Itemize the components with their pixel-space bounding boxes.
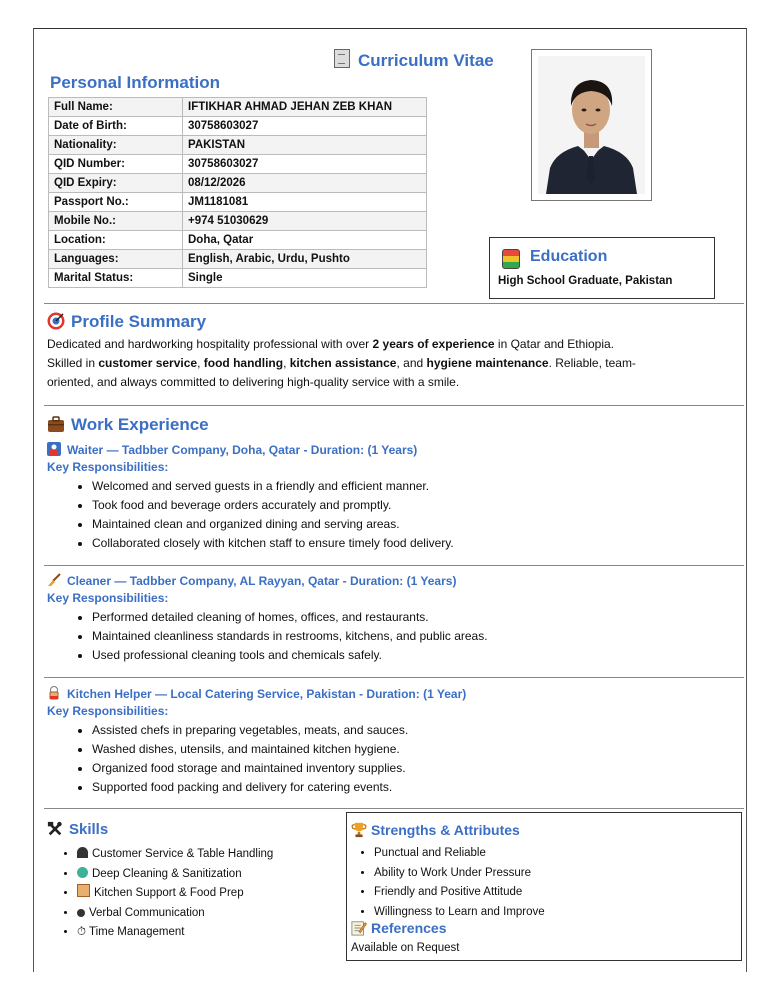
profile-summary-heading bbox=[47, 312, 206, 332]
waiter-icon bbox=[47, 442, 61, 456]
divider bbox=[44, 808, 744, 809]
service-bell-icon bbox=[77, 847, 88, 858]
job-title-waiter: Waiter — Tadbber Company, Doha, Qatar - Duration: (1 Years) bbox=[47, 442, 417, 457]
field-label: Nationality: bbox=[49, 136, 183, 155]
field-label: Date of Birth: bbox=[49, 117, 183, 136]
list-item: • Collaborated closely with kitchen staff to ensure timely food delivery. bbox=[92, 534, 454, 553]
references-title: References bbox=[371, 920, 447, 936]
profile-summary-text: Dedicated and hardworking hospitality professional with over 2 years of experience in Qatar and Ethiopia. Skilled in customer service, food handling, kitchen assistance, and hygiene maintenance. Reliable, team- oriented, and always committed to delivering high-quality service with a smile. bbox=[47, 337, 636, 389]
list-item: • Organized food storage and maintained inventory supplies. bbox=[92, 759, 408, 778]
field-value: 08/12/2026 bbox=[183, 174, 427, 193]
field-value: 30758603027 bbox=[183, 117, 427, 136]
divider bbox=[44, 405, 744, 406]
briefcase-icon bbox=[47, 415, 65, 433]
responsibility-list bbox=[62, 477, 454, 553]
divider bbox=[44, 303, 744, 304]
table-row bbox=[49, 174, 427, 193]
table-row bbox=[49, 193, 427, 212]
divider bbox=[44, 565, 744, 566]
books-icon bbox=[502, 249, 520, 269]
list-item: • Verbal Communication bbox=[77, 904, 273, 924]
table-row bbox=[49, 98, 427, 117]
field-value: +974 51030629 bbox=[183, 212, 427, 231]
job-title-cleaner: Cleaner — Tadbber Company, AL Rayyan, Qatar - Duration: (1 Years) bbox=[47, 573, 456, 588]
table-row bbox=[49, 136, 427, 155]
list-item: • Performed detailed cleaning of homes, offices, and restaurants. bbox=[92, 608, 488, 627]
trophy-icon bbox=[351, 822, 367, 838]
cv-page bbox=[33, 28, 747, 972]
education-text: High School Graduate, Pakistan bbox=[498, 275, 673, 287]
table-row bbox=[49, 269, 427, 288]
responsibility-list bbox=[62, 721, 408, 797]
references-heading bbox=[351, 920, 447, 936]
speech-bubble-icon bbox=[77, 909, 85, 917]
list-item: • Deep Cleaning & Sanitization bbox=[77, 865, 273, 885]
target-icon bbox=[47, 312, 65, 330]
field-label: Full Name: bbox=[49, 98, 183, 117]
responsibility-list bbox=[62, 608, 488, 665]
field-label: QID Number: bbox=[49, 155, 183, 174]
field-value: Doha, Qatar bbox=[183, 231, 427, 250]
strengths-title: Strengths & Attributes bbox=[371, 822, 520, 838]
field-value: PAKISTAN bbox=[183, 136, 427, 155]
list-item: • Maintained clean and organized dining and serving areas. bbox=[92, 515, 454, 534]
list-item: • Ability to Work Under Pressure bbox=[374, 864, 545, 884]
skills-heading bbox=[47, 821, 108, 838]
divider bbox=[44, 677, 744, 678]
list-item: • Welcomed and served guests in a friendly and efficient manner. bbox=[92, 477, 454, 496]
key-responsibilities-label: Key Responsibilities: bbox=[47, 460, 169, 474]
table-row bbox=[49, 250, 427, 269]
profile-photo bbox=[531, 49, 652, 201]
field-label: QID Expiry: bbox=[49, 174, 183, 193]
stopwatch-icon: ⏱ bbox=[77, 926, 86, 938]
strengths-list bbox=[344, 844, 545, 922]
list-item: • Assisted chefs in preparing vegetables, meats, and sauces. bbox=[92, 721, 408, 740]
list-item: • Customer Service & Table Handling bbox=[77, 845, 273, 865]
list-item: • Willingness to Learn and Improve bbox=[374, 903, 545, 923]
table-row bbox=[49, 117, 427, 136]
skills-title: Skills bbox=[69, 821, 109, 838]
cv-title-text: Curriculum Vitae bbox=[358, 51, 494, 70]
field-value: IFTIKHAR AHMAD JEHAN ZEB KHAN bbox=[183, 98, 427, 117]
field-value: JM1181081 bbox=[183, 193, 427, 212]
list-item: • Supported food packing and delivery for catering events. bbox=[92, 778, 408, 797]
list-item: • Maintained cleanliness standards in restrooms, kitchens, and public areas. bbox=[92, 627, 488, 646]
cv-title bbox=[334, 49, 494, 71]
chef-icon bbox=[47, 686, 61, 700]
education-heading: Education bbox=[530, 248, 608, 265]
job-title-kitchen-helper: Kitchen Helper — Local Catering Service, Pakistan - Duration: (1 Year) bbox=[47, 686, 466, 701]
list-item: • Washed dishes, utensils, and maintained kitchen hygiene. bbox=[92, 740, 408, 759]
field-value: 30758603027 bbox=[183, 155, 427, 174]
personal-info-heading: Personal Information bbox=[50, 73, 221, 92]
field-label: Marital Status: bbox=[49, 269, 183, 288]
memo-icon bbox=[351, 920, 367, 936]
sponge-icon bbox=[77, 867, 88, 878]
work-experience-title: Work Experience bbox=[71, 415, 209, 434]
list-item: • ⏱ Time Management bbox=[77, 923, 273, 943]
list-item: • Punctual and Reliable bbox=[374, 844, 545, 864]
broom-icon bbox=[47, 573, 61, 587]
table-row bbox=[49, 231, 427, 250]
field-label: Passport No.: bbox=[49, 193, 183, 212]
strengths-references-box bbox=[346, 812, 742, 961]
list-item: • Friendly and Positive Attitude bbox=[374, 883, 545, 903]
person-photo-icon bbox=[538, 56, 645, 194]
list-item: • Kitchen Support & Food Prep bbox=[77, 884, 273, 904]
key-responsibilities-label: Key Responsibilities: bbox=[47, 591, 169, 605]
references-text: Available on Request bbox=[351, 942, 460, 954]
profile-summary-title: Profile Summary bbox=[71, 312, 207, 331]
list-item: • Took food and beverage orders accurately and promptly. bbox=[92, 496, 454, 515]
field-label: Languages: bbox=[49, 250, 183, 269]
list-item: • Used professional cleaning tools and chemicals safely. bbox=[92, 646, 488, 665]
table-row bbox=[49, 212, 427, 231]
tools-icon bbox=[47, 821, 63, 837]
strengths-heading bbox=[351, 822, 520, 838]
chef-icon bbox=[77, 884, 90, 897]
field-value: English, Arabic, Urdu, Pushto bbox=[183, 250, 427, 269]
skills-list bbox=[47, 845, 273, 943]
field-label: Mobile No.: bbox=[49, 212, 183, 231]
field-label: Location: bbox=[49, 231, 183, 250]
personal-info-table bbox=[48, 97, 427, 288]
field-value: Single bbox=[183, 269, 427, 288]
table-row bbox=[49, 155, 427, 174]
work-experience-heading bbox=[47, 415, 209, 435]
document-icon bbox=[334, 49, 350, 68]
key-responsibilities-label: Key Responsibilities: bbox=[47, 704, 169, 718]
education-box bbox=[489, 237, 715, 299]
